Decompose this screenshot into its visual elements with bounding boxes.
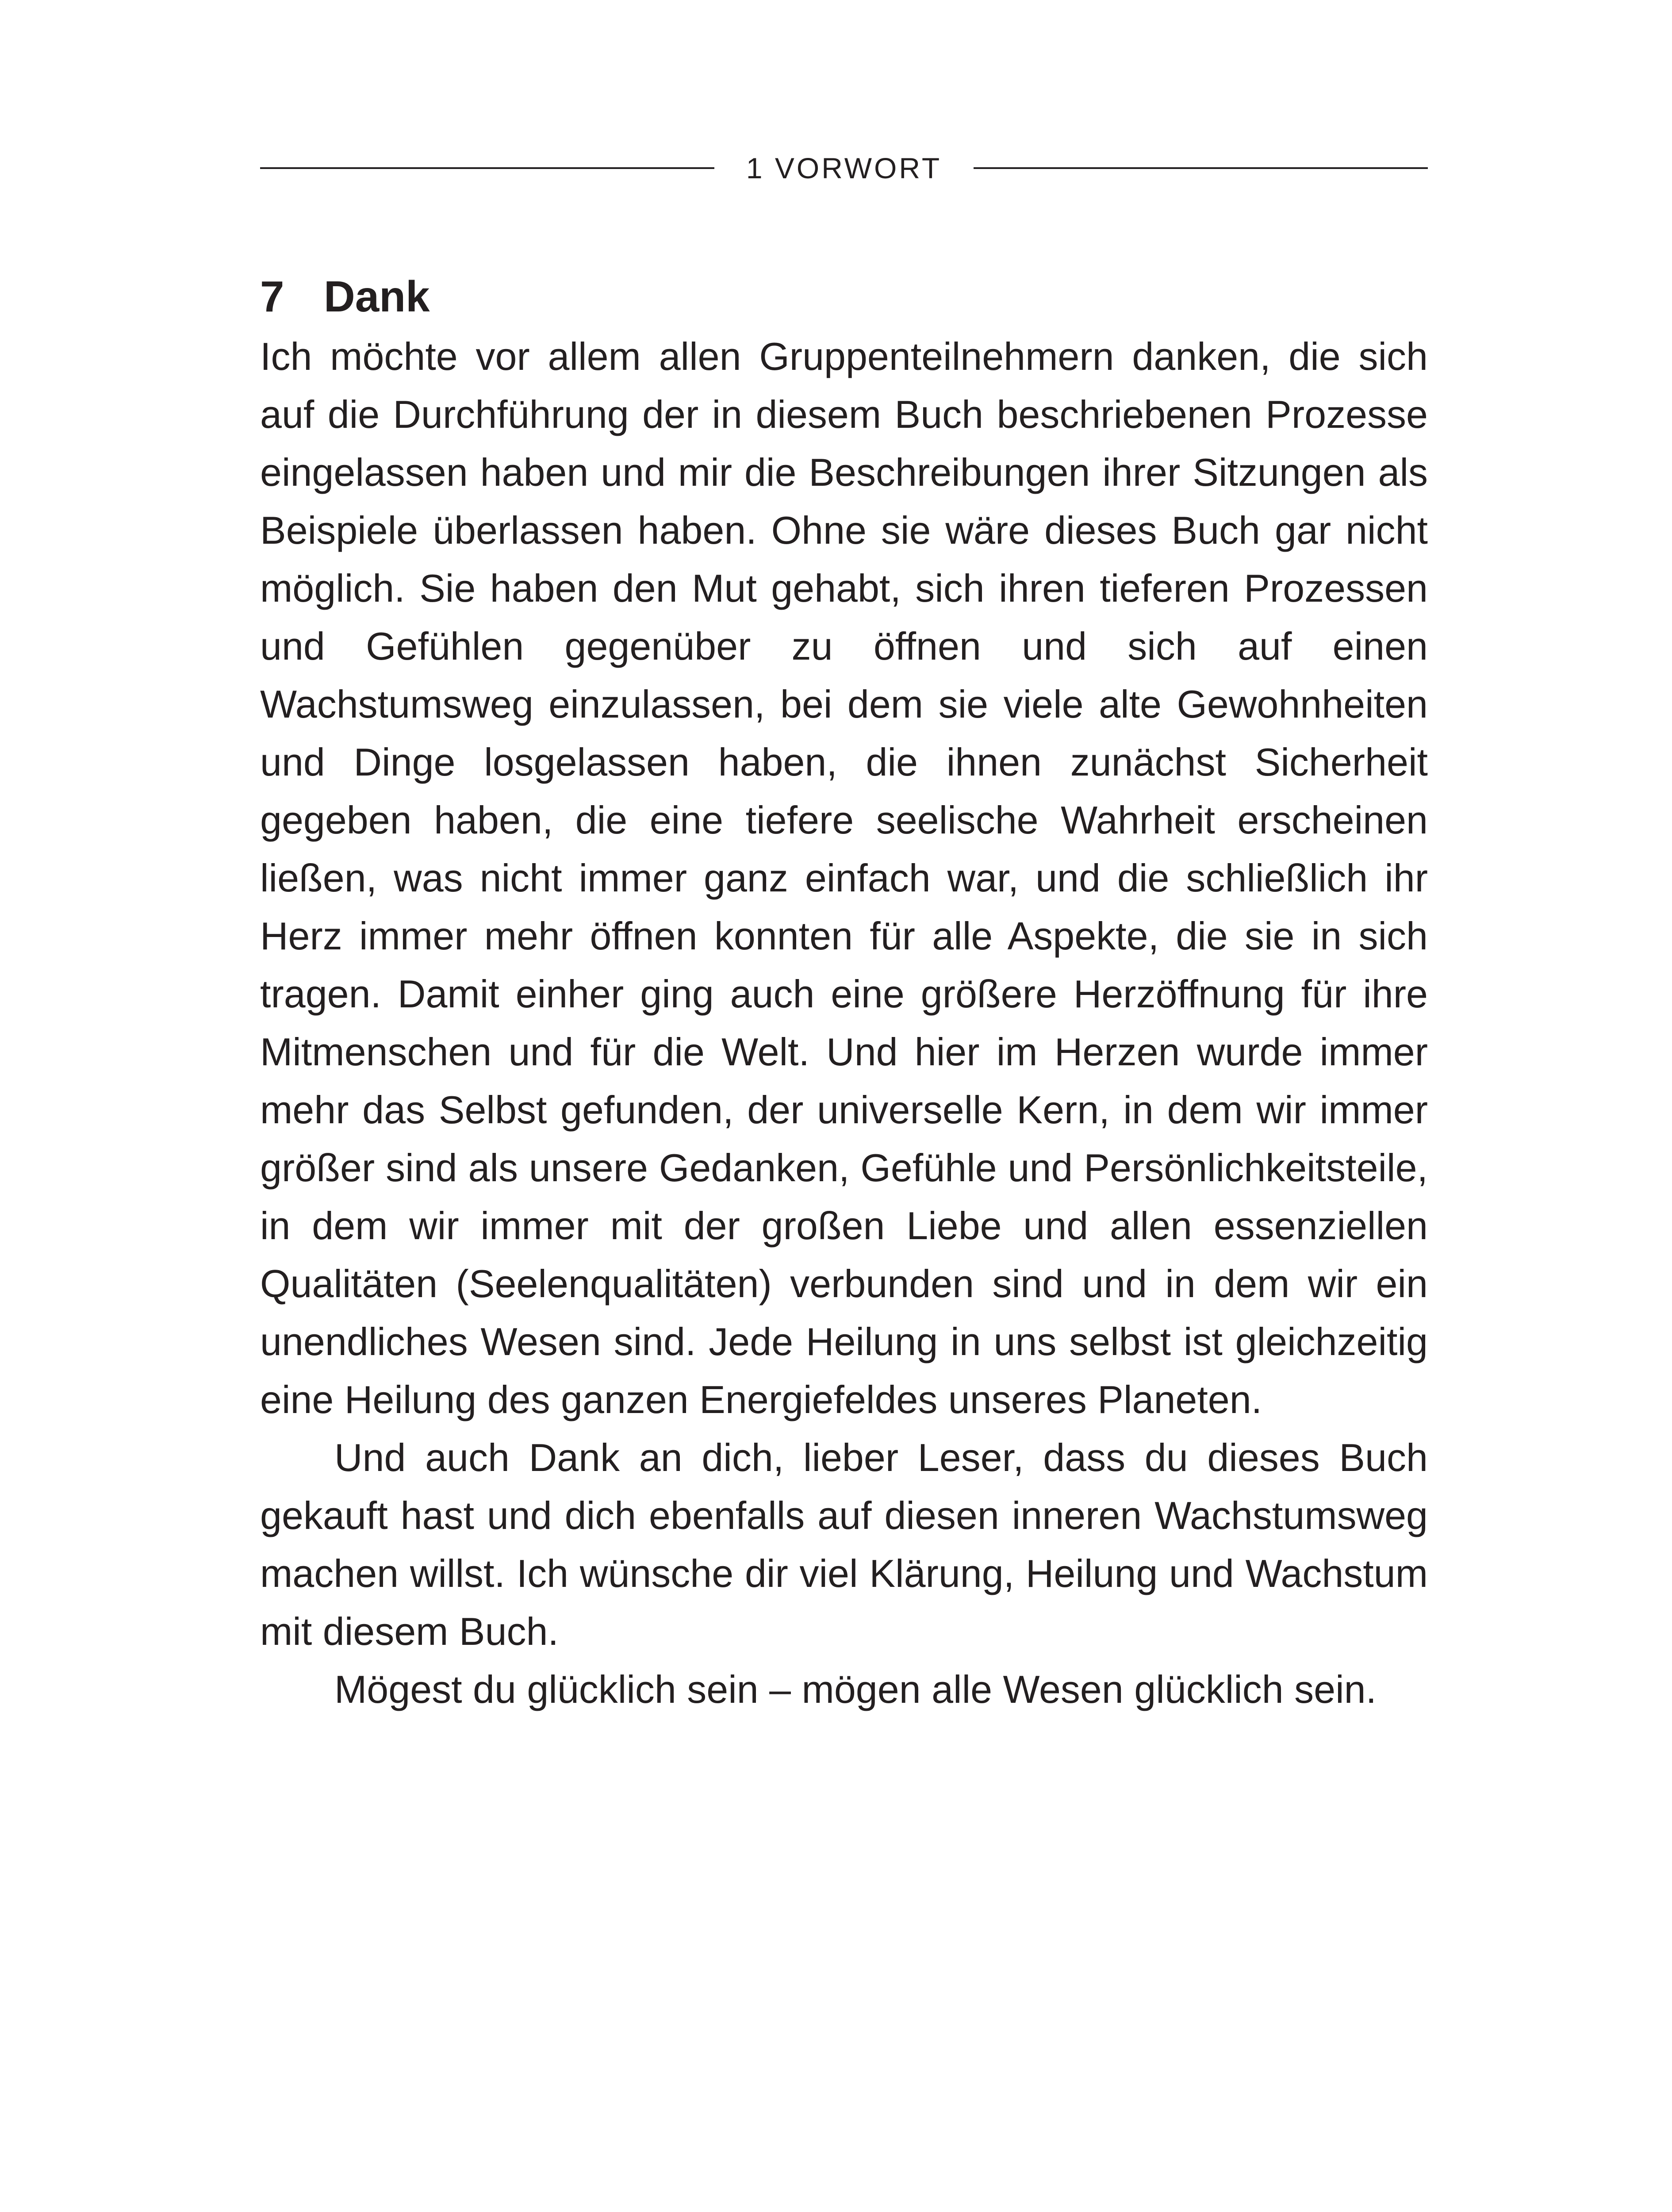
page-content	[260, 265, 1428, 1718]
header-rule-left	[260, 167, 714, 169]
section-heading	[260, 265, 1428, 327]
section-title: Dank	[324, 272, 430, 321]
section-number: 7	[260, 272, 284, 321]
header-rule-right	[974, 167, 1428, 169]
body-paragraph: Mögest du glücklich sein – mögen alle Wesen glücklich sein.	[334, 1667, 1377, 1711]
body-paragraph: Und auch Dank an dich, lieber Leser, dass du dieses Buch gekauft hast und dich ebenfalls auf diesen inneren Wachstumsweg machen willst. Ich wünsche dir viel Klärung, Heilung und Wachstum mit diesem Buch.	[260, 1436, 1428, 1653]
body-paragraph: Ich möchte vor allem allen Gruppenteilnehmern danken, die sich auf die Durchführung der in diesem Buch beschriebenen Prozesse eingelassen haben und mir die Beschreibungen ihrer Sitzungen als Beispiele überlassen haben. Ohne sie wäre dieses Buch gar nicht möglich. Sie haben den Mut gehabt, sich ihren tieferen Prozessen und Gefühlen gegenüber zu öffnen und sich auf einen Wachstumsweg einzulassen, bei dem sie viele alte Gewohnheiten und Dinge losgelassen haben, die ihnen zunächst Sicherheit gegeben haben, die eine tiefere seelische Wahrheit erscheinen ließen, was nicht immer ganz einfach war, und die schließlich ihr Herz immer mehr öffnen konnten für alle Aspekte, die sie in sich tragen. Damit einher ging auch eine größere Herzöffnung für ihre Mitmenschen und für die Welt. Und hier im Herzen wurde immer mehr das Selbst gefunden, der universelle Kern, in dem wir immer größer sind als unsere Gedanken, Gefühle und Persönlichkeitsteile, in dem wir immer mit der großen Liebe und allen essenziellen Qualitäten (Seelenqualitäten) verbunden sind und in dem wir ein unendliches Wesen sind. Jede Heilung in uns selbst ist gleichzeitig eine Heilung des ganzen Energiefeldes unseres Planeten.	[260, 334, 1428, 1421]
running-header	[260, 146, 1428, 190]
running-header-title: 1 VORWORT	[746, 152, 942, 184]
